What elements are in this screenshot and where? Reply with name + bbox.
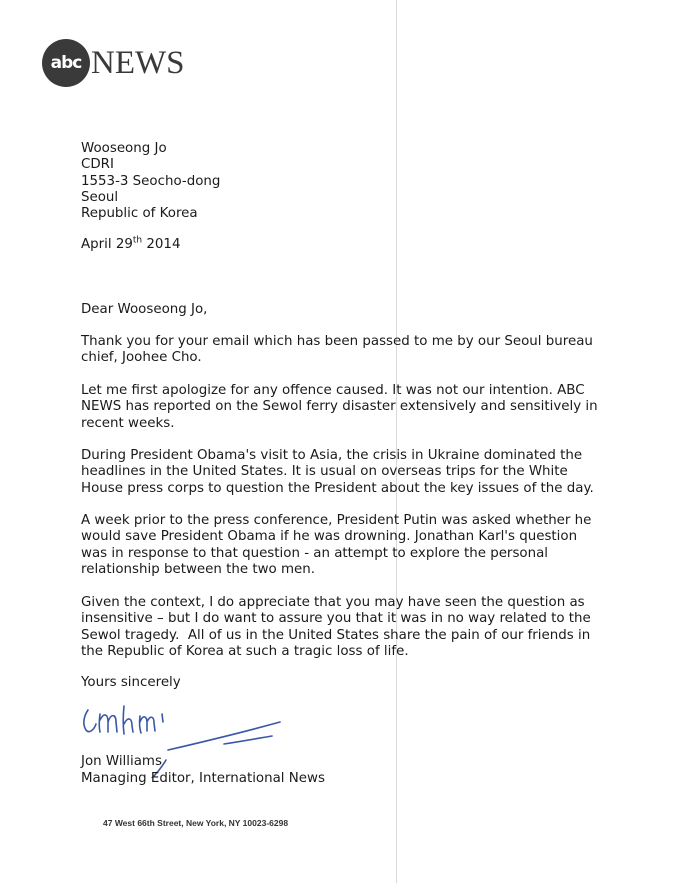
paragraph-question: A week prior to the press conference, President Putin was asked whether he would save President Obama if he was drowning. Jonathan Karl's question was in response to that question - an attempt to explore the personal relationship between the two men. [81, 513, 592, 577]
paragraph-assurance: Given the context, I do appreciate that you may have seen the question as insensitive – but I do want to assure you that it was in no way related to the Sewol tragedy. All of us in the United States share the pain of our friends in the Republic of Korea at such a tragic loss of life. [81, 595, 591, 659]
abc-logo-circle: abc [42, 39, 90, 87]
date-year: 2014 [142, 237, 181, 252]
signatory-title: Managing Editor, International News [81, 771, 325, 786]
paragraph-context: During President Obama's visit to Asia, the crisis in Ukraine dominated the headlines in the United States. It is usual on overseas trips for the White House press corps to question the President about the key issues of the day. [81, 448, 594, 496]
recipient-address [81, 141, 220, 222]
salutation: Dear Wooseong Jo, [81, 302, 208, 317]
abc-news-logo [42, 40, 185, 86]
paragraph-thanks: Thank you for your email which has been passed to me by our Seoul bureau chief, Joohee Cho. [81, 334, 593, 366]
recipient-org: CDRI [81, 157, 114, 173]
date-month-day: April 29 [81, 237, 133, 252]
recipient-city: Seoul [81, 189, 119, 205]
recipient-country: Republic of Korea [81, 206, 198, 222]
paragraph-apology: Let me first apologize for any offence caused. It was not our intention. ABC NEWS has reported on the Sewol ferry disaster extensively and sensitively in recent weeks. [81, 383, 598, 431]
news-wordmark: NEWS [91, 44, 185, 81]
letter-date [81, 237, 180, 253]
date-suffix: th [132, 235, 143, 246]
closing: Yours sincerely [81, 675, 181, 690]
recipient-street: 1553-3 Seocho-dong [81, 173, 221, 189]
recipient-name: Wooseong Jo [81, 141, 167, 156]
signatory-name: Jon Williams [81, 754, 162, 769]
page-fold-line [396, 0, 397, 883]
footer-address: 47 West 66th Street, New York, NY 10023-6298 [103, 818, 289, 828]
